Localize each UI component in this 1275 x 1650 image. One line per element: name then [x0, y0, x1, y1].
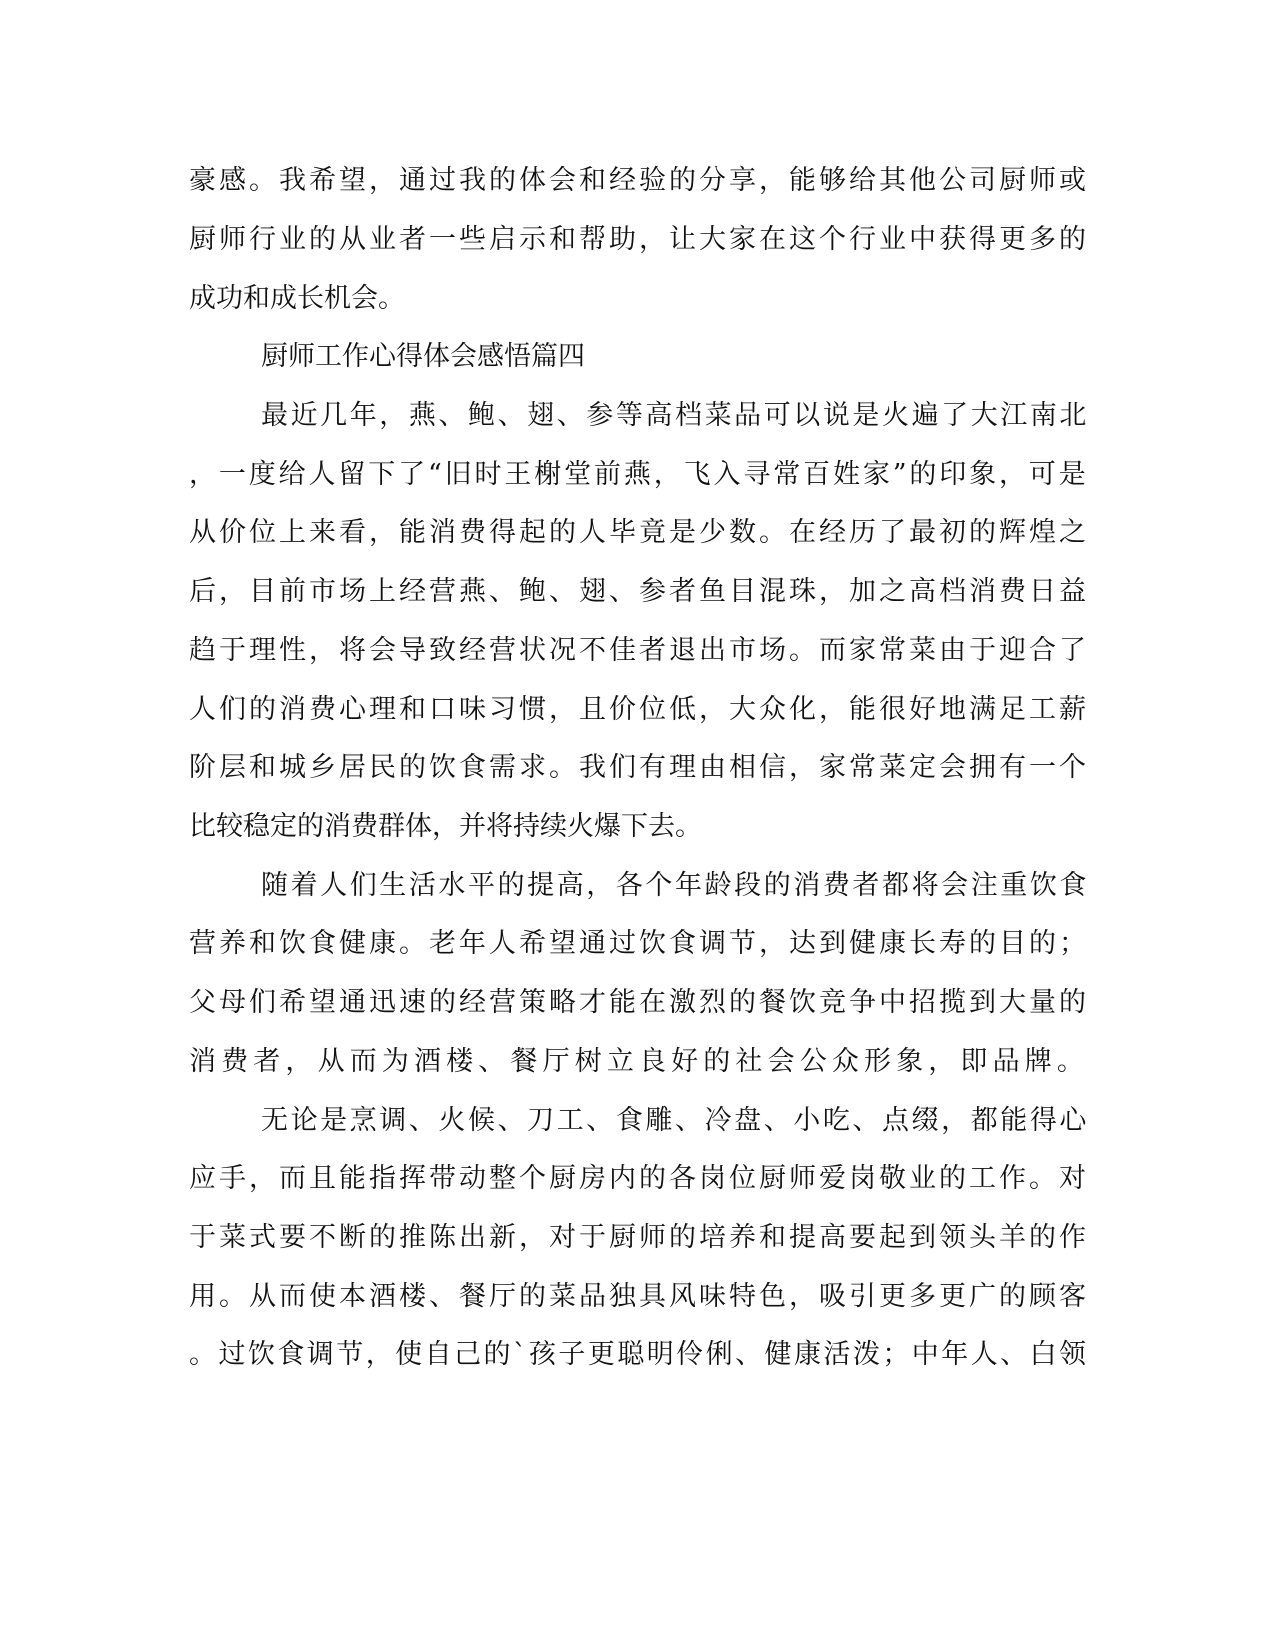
text-line: 最近几年，燕、鲍、翅、参等高档菜品可以说是火遍了大江南北	[261, 400, 1089, 431]
text-line: 比较稳定的消费群体，并将持续火爆下去。	[189, 811, 702, 842]
text-line: 应手，而且能指挥带动整个厨房内的各岗位厨师爱岗敬业的工作。对	[189, 1163, 1089, 1194]
text-line: 无论是烹调、火候、刀工、食雕、冷盘、小吃、点缀，都能得心	[261, 1105, 1089, 1136]
text-line: 成功和成长机会。	[189, 283, 405, 314]
text-line: 趋于理性，将会导致经营状况不佳者退出市场。而家常菜由于迎合了	[189, 635, 1089, 666]
text-line: 消费者，从而为酒楼、餐厅树立良好的社会公众形象，即品牌。	[189, 1046, 1089, 1077]
text-line: 于菜式要不断的推陈出新，对于厨师的培养和提高要起到领头羊的作	[189, 1222, 1089, 1253]
section-heading: 厨师工作心得体会感悟篇四	[261, 341, 585, 372]
text-line: 从价位上来看，能消费得起的人毕竟是少数。在经历了最初的辉煌之	[189, 517, 1089, 548]
text-line: 用。从而使本酒楼、餐厅的菜品独具风味特色，吸引更多更广的顾客	[189, 1281, 1089, 1312]
text-line: 厨师行业的从业者一些启示和帮助，让大家在这个行业中获得更多的	[189, 224, 1089, 255]
text-line: 营养和饮食健康。老年人希望通过饮食调节，达到健康长寿的目的；	[189, 928, 1089, 959]
text-line: 豪感。我希望，通过我的体会和经验的分享，能够给其他公司厨师或	[189, 165, 1089, 196]
text-line: ，一度给人留下了“旧时王榭堂前燕，飞入寻常百姓家”的印象，可是	[189, 459, 1089, 490]
text-line: 父母们希望通迅速的经营策略才能在激烈的餐饮竞争中招揽到大量的	[189, 987, 1089, 1018]
text-line: 后，目前市场上经营燕、鲍、翅、参者鱼目混珠，加之高档消费日益	[189, 576, 1089, 607]
text-line: 随着人们生活水平的提高，各个年龄段的消费者都将会注重饮食	[261, 870, 1089, 901]
text-line: 阶层和城乡居民的饮食需求。我们有理由相信，家常菜定会拥有一个	[189, 752, 1089, 783]
text-line: 。过饮食调节，使自己的`孩子更聪明伶俐、健康活泼；中年人、白领	[189, 1339, 1089, 1370]
text-line: 人们的消费心理和口味习惯，且价位低，大众化，能很好地满足工薪	[189, 694, 1089, 725]
